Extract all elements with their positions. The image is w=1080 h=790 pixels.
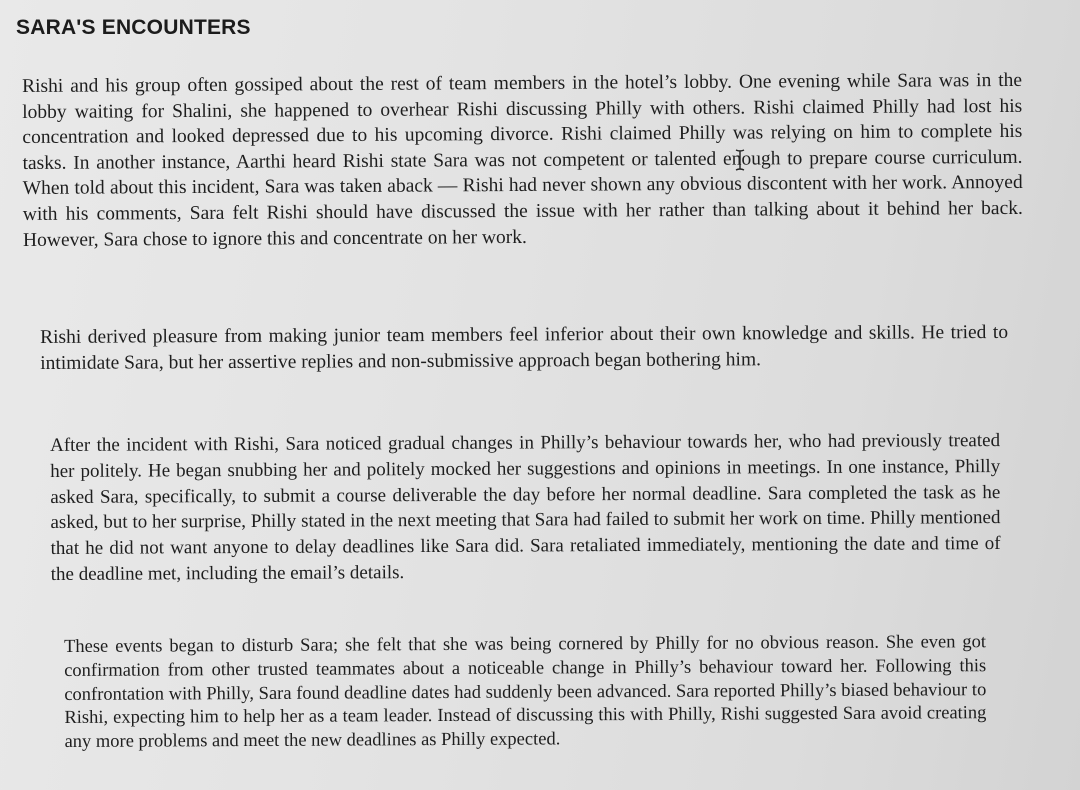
paragraph-1: Rishi and his group often gossiped about the rest of team members in the hotel’s lobby. One evening while Sara was in the lobby waiting for Shalini, she happened to overhear Rishi discussing Philly with others. Rishi claimed Philly had lost his concentration and looked depressed due to his upcoming divorce. Rishi claimed Philly was relying on him to complete his tasks. In another instance, Aarthi heard Rishi state Sara was not competent or talented enough to prepare course curriculum. When told about this incident, Sara was taken aback — Rishi had never shown any obvious discontent with her work. Annoyed with his comments, Sara felt Rishi should have discussed the issue with her rather than talking about it behind her back. However, Sara chose to ignore this and concentrate on her work. (22, 69, 1023, 251)
paragraph-4: These events began to disturb Sara; she felt that she was being cornered by Philly for no obvious reason. She even got confirmation from other trusted teammates about a noticeable change in Philly’s behaviour toward her. Following this confrontation with Philly, Sara found deadline dates had suddenly been advanced. Sara reported Philly’s biased behaviour to Rishi, expecting him to help her as a team leader. Instead of discussing this with Philly, Rishi suggested Sara avoid creating any more problems and meet the new deadlines as Philly expected. (64, 632, 987, 753)
paragraph-3: After the incident with Rishi, Sara noticed gradual changes in Philly’s behaviour towards her, who had previously treated her politely. He began snubbing her and politely mocked her suggestions and opinions in meetings. In one instance, Philly asked Sara, specifically, to submit a course deliverable the day before her normal deadline. Sara completed the task as he asked, but to her surprise, Philly stated in the next meeting that Sara had failed to submit her work on time. Philly mentioned that he did not want anyone to delay deadlines like Sara did. Sara retaliated immediately, mentioning the date and time of the deadline met, including the email’s details. (50, 430, 1001, 585)
paragraph-2: Rishi derived pleasure from making junior team members feel inferior about their own knowledge and skills. He tried to intimidate Sara, but her assertive replies and non-submissive approach began bothering him. (40, 321, 1009, 374)
document-heading: SARA'S ENCOUNTERS (16, 16, 251, 39)
text-cursor-icon (733, 148, 747, 172)
